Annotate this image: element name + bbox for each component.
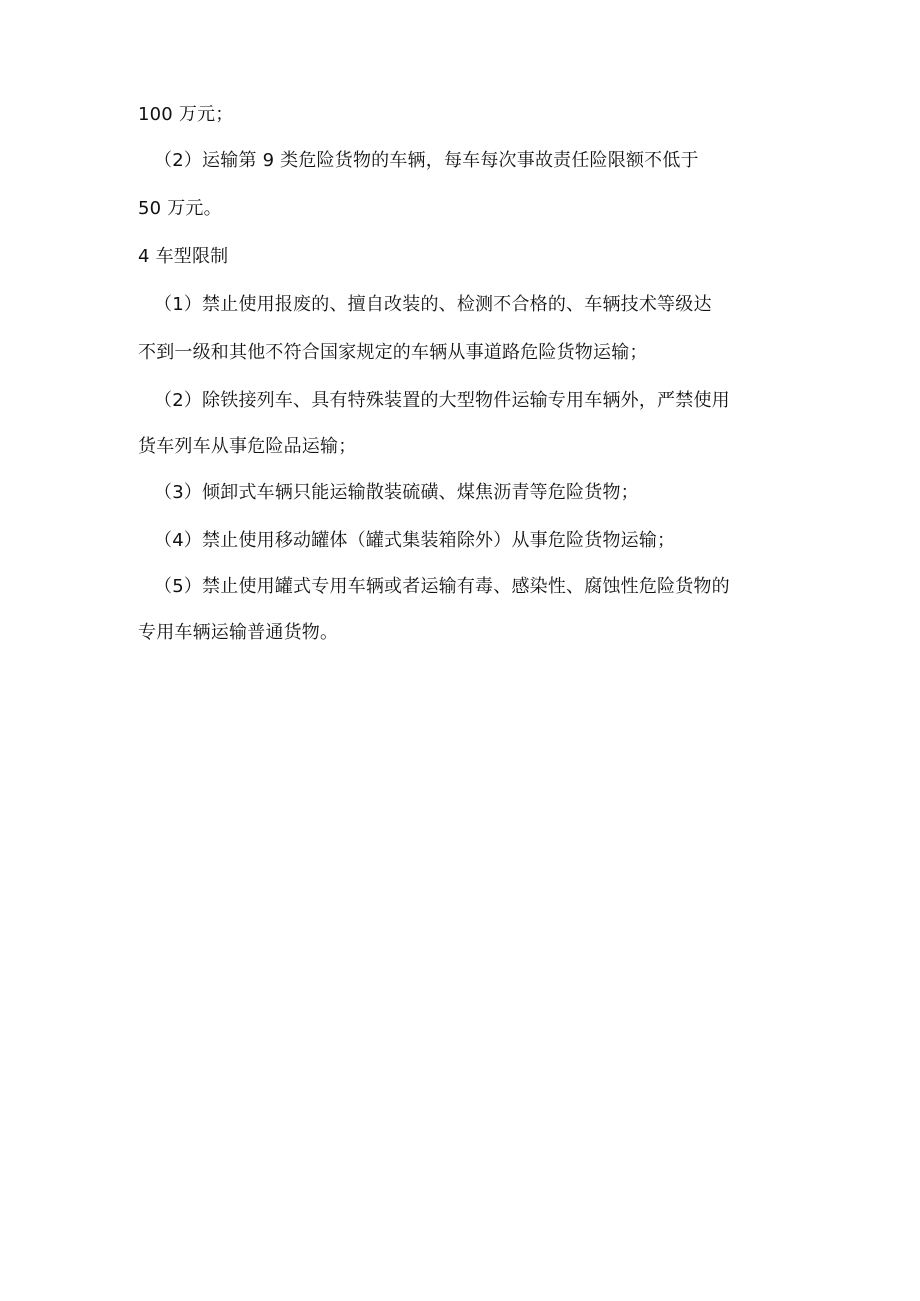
text-line-6: 不到一级和其他不符合国家规定的车辆从事道路危险货物运输； bbox=[138, 342, 648, 363]
text-line-8: 货车列车从事危险品运输； bbox=[138, 436, 357, 457]
text-line-7: （2）除铁接列车、具有特殊装置的大型物件运输专用车辆外，严禁使用 bbox=[154, 390, 730, 411]
text-line-5: （1）禁止使用报废的、擅自改装的、检测不合格的、车辆技术等级达 bbox=[154, 294, 712, 315]
text-line-1: 100 万元； bbox=[138, 104, 234, 125]
text-line-11: （5）禁止使用罐式专用车辆或者运输有毒、感染性、腐蚀性危险货物的 bbox=[154, 576, 730, 597]
text-line-2: （2）运输第 9 类危险货物的车辆，每车每次事故责任险限额不低于 bbox=[154, 150, 699, 171]
text-line-10: （4）禁止使用移动罐体（罐式集装箱除外）从事危险货物运输； bbox=[154, 530, 676, 551]
text-line-12: 专用车辆运输普通货物。 bbox=[138, 622, 339, 643]
section-heading: 4 车型限制 bbox=[138, 246, 229, 267]
text-line-9: （3）倾卸式车辆只能运输散装硫磺、煤焦沥青等危险货物； bbox=[154, 482, 639, 503]
text-line-3: 50 万元。 bbox=[138, 198, 222, 219]
